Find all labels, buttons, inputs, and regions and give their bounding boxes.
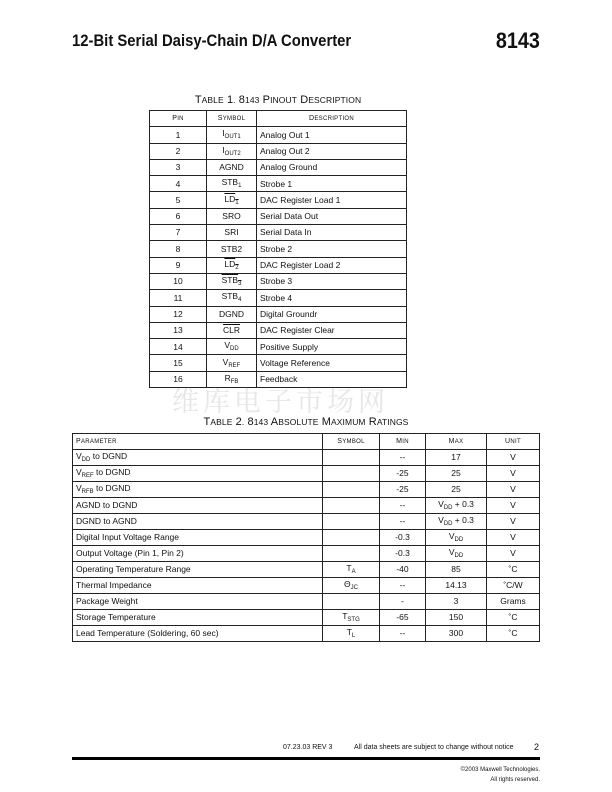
symbol-subscript: 1 [238, 183, 242, 190]
symbol [323, 594, 380, 610]
small-caps: ABLE [201, 95, 224, 105]
pin-number: 3 [150, 159, 207, 175]
table-row [150, 306, 407, 322]
min-value: -40 [380, 562, 426, 578]
max-base: V [438, 499, 444, 509]
pin-description: Strobe 2 [257, 241, 407, 257]
initial-letter: S [217, 115, 223, 123]
pin-symbol [207, 241, 257, 257]
small-caps: ESCRIPTION [308, 95, 362, 105]
initial-letter: 1 [226, 94, 234, 106]
unit: V [487, 498, 540, 514]
symbol-base: T [342, 611, 348, 621]
footer-rule [72, 757, 540, 760]
symbol-subscript: A [351, 569, 356, 575]
symbol-subscript: 3 [238, 281, 242, 288]
symbol-base: V [224, 340, 230, 351]
table-row [73, 626, 540, 642]
table-row [73, 562, 540, 578]
parameter [73, 498, 323, 514]
pinout-table [149, 110, 407, 388]
symbol-base: AGND [219, 162, 244, 173]
unit: ˚C [487, 626, 540, 642]
max-value [426, 626, 487, 642]
symbol [323, 562, 380, 578]
parameter-text: Package Weight [76, 596, 138, 607]
table-row [73, 514, 540, 530]
initial-letter: A [270, 416, 279, 428]
table-row [150, 192, 407, 208]
table-row [150, 322, 407, 338]
table-row [150, 257, 407, 273]
pin-number: 13 [150, 322, 207, 338]
parameter [73, 626, 323, 642]
header-symbol [207, 111, 257, 127]
pin-number: 16 [150, 371, 207, 387]
unit: V [487, 466, 540, 482]
symbol-subscript: FB [230, 378, 239, 385]
unit: V [487, 450, 540, 466]
min-value: -- [380, 626, 426, 642]
max-value [426, 610, 487, 626]
table-row [150, 273, 407, 289]
pin-description: Strobe 1 [257, 176, 407, 192]
max-value [426, 450, 487, 466]
initial-letter: U [505, 438, 511, 445]
max-base: 85 [451, 564, 461, 575]
symbol-subscript: OUT1 [224, 134, 241, 141]
notice: All data sheets are subject to change without notice [354, 744, 514, 751]
pin-symbol [207, 159, 257, 175]
symbol-base: R [224, 372, 231, 383]
pin-number: 1 [150, 127, 207, 143]
unit: V [487, 514, 540, 530]
pin-number: 7 [150, 225, 207, 241]
initial-letter: P [262, 94, 271, 106]
table-row [73, 610, 540, 626]
initial-letter: D [308, 115, 315, 123]
header-min [380, 434, 426, 450]
parameter-text: Thermal Impedance [76, 580, 152, 591]
min-value: - [380, 594, 426, 610]
small-caps: . [233, 95, 236, 105]
header-max [426, 434, 487, 450]
table-row [73, 578, 540, 594]
max-base: V [448, 547, 455, 557]
pin-description: Feedback [257, 371, 407, 387]
max-base: 17 [451, 452, 461, 463]
table-row [150, 241, 407, 257]
pin-symbol [207, 208, 257, 224]
min-value: -65 [380, 610, 426, 626]
small-caps: INOUT [270, 95, 298, 105]
symbol-subscript: STG [347, 617, 360, 623]
initial-letter: 8 [247, 416, 254, 428]
unit: V [487, 530, 540, 546]
part-number: 8143 [495, 28, 540, 53]
unit: ˚C/W [487, 578, 540, 594]
small-caps: ATINGS [376, 417, 409, 427]
symbol-subscript: 4 [238, 297, 242, 304]
pin-symbol [207, 192, 257, 208]
table-row [150, 225, 407, 241]
document-title: 12-Bit Serial Daisy-Chain D/A Converter [72, 32, 352, 50]
symbol-base: STB [221, 291, 239, 302]
max-subscript: DD [454, 553, 464, 559]
revision: 07.23.03 REV 3 [283, 744, 333, 751]
symbol [323, 610, 380, 626]
max-value [426, 466, 487, 482]
symbol-subscript: DD [230, 346, 239, 353]
table-row [150, 208, 407, 224]
table-row [150, 176, 407, 192]
symbol-subscript: L [351, 633, 356, 639]
parameter-rest: to DGND [90, 451, 128, 461]
header-pin [150, 111, 207, 127]
min-value: -- [380, 450, 426, 466]
max-subscript: DD [443, 521, 453, 527]
max-value [426, 530, 487, 546]
parameter-subscript: DD [81, 457, 91, 463]
symbol-base: STB [221, 177, 239, 188]
pin-number: 14 [150, 339, 207, 355]
symbol [323, 546, 380, 562]
unit: V [487, 482, 540, 498]
pin-description: Strobe 3 [257, 273, 407, 289]
initial-letter: M [448, 438, 455, 445]
pin-symbol [207, 127, 257, 143]
parameter-subscript: REF [81, 473, 94, 479]
symbol-base: DGND [218, 308, 245, 319]
max-value [426, 594, 487, 610]
initial-letter: D [300, 94, 309, 106]
max-base: 300 [448, 628, 464, 639]
symbol-base: $\overline{LD}$ [224, 258, 236, 269]
pin-description: Serial Data In [257, 225, 407, 241]
pin-symbol [207, 290, 257, 306]
small-caps: . [241, 417, 245, 427]
symbol-subscript: 1 [235, 199, 239, 206]
pin-number: 5 [150, 192, 207, 208]
min-value: -- [380, 498, 426, 514]
max-value [426, 546, 487, 562]
pin-description: Analog Out 1 [257, 127, 407, 143]
symbol-base: V [222, 356, 229, 367]
pin-description: Digital Groundr [257, 306, 407, 322]
pin-symbol [207, 339, 257, 355]
unit: V [487, 546, 540, 562]
max-base: 14.13 [445, 580, 467, 591]
small-caps: AX [454, 439, 464, 445]
small-caps: YMBOL [342, 439, 365, 445]
small-caps: NIT [510, 439, 521, 445]
pin-number: 10 [150, 273, 207, 289]
unit: ˚C [487, 610, 540, 626]
table-row [73, 530, 540, 546]
caption-rest [263, 94, 362, 106]
small-caps: 143 [245, 95, 260, 105]
parameter-rest: to DGND [93, 483, 131, 493]
caption-prefix [204, 416, 269, 428]
header-symbol [323, 434, 380, 450]
parameter [73, 482, 323, 498]
parameter [73, 578, 323, 594]
pin-description: Analog Ground [257, 159, 407, 175]
pin-symbol [207, 143, 257, 159]
pin-number: 11 [150, 290, 207, 306]
max-base: V [448, 531, 455, 541]
pin-number: 8 [150, 241, 207, 257]
small-caps: IN [402, 439, 409, 445]
symbol-subscript: OUT2 [224, 150, 241, 157]
header-description [257, 111, 407, 127]
max-value [426, 514, 487, 530]
symbol [323, 530, 380, 546]
initial-letter: P [76, 438, 81, 445]
initial-letter: 2 [235, 416, 242, 428]
table2-caption [72, 416, 540, 428]
header-unit [487, 434, 540, 450]
max-value [426, 498, 487, 514]
parameter-text: Operating Temperature Range [76, 564, 191, 575]
pin-description: DAC Register Load 2 [257, 257, 407, 273]
parameter-text: Digital Input Voltage Range [76, 532, 180, 543]
pin-symbol [207, 176, 257, 192]
page-number: 2 [534, 742, 540, 752]
min-value: -25 [380, 482, 426, 498]
pin-description: DAC Register Load 1 [257, 192, 407, 208]
symbol-base: STB2 [220, 243, 243, 254]
pin-description: Strobe 4 [257, 290, 407, 306]
parameter-text: V [76, 483, 82, 493]
pin-symbol [207, 257, 257, 273]
parameter [73, 610, 323, 626]
table-row [73, 466, 540, 482]
symbol-base: $\overline{STB}$ [221, 275, 239, 286]
symbol-base: I [222, 144, 225, 155]
symbol-base: SRI [224, 227, 239, 238]
min-value: -- [380, 578, 426, 594]
pin-symbol [207, 322, 257, 338]
max-rest: + 0.3 [452, 499, 474, 509]
parameter [73, 530, 323, 546]
parameter [73, 562, 323, 578]
symbol-base: T [346, 563, 352, 573]
pin-description: DAC Register Clear [257, 322, 407, 338]
max-base: 25 [451, 468, 461, 479]
parameter-text: DGND to AGND [76, 516, 137, 527]
pin-number: 9 [150, 257, 207, 273]
parameter [73, 594, 323, 610]
pin-description: Positive Supply [257, 339, 407, 355]
parameter-text: V [76, 451, 82, 461]
pin-symbol [207, 273, 257, 289]
pin-description: Voltage Reference [257, 355, 407, 371]
symbol-subscript: JC [350, 585, 358, 591]
symbol [323, 482, 380, 498]
pin-description: Serial Data Out [257, 208, 407, 224]
max-base: 3 [453, 596, 459, 607]
unit: ˚C [487, 562, 540, 578]
parameter [73, 514, 323, 530]
small-caps: IN [177, 116, 184, 123]
max-subscript: DD [443, 505, 453, 511]
unit: Grams [487, 594, 540, 610]
min-value: -0.3 [380, 530, 426, 546]
symbol-base: $\overline{CLR}$ [222, 325, 240, 336]
max-base: 150 [448, 612, 464, 623]
parameter-text: Lead Temperature (Soldering, 60 sec) [76, 628, 219, 639]
table-row [73, 498, 540, 514]
max-rest: + 0.3 [452, 515, 474, 525]
parameter-subscript: RFB [81, 489, 94, 495]
pin-description: Analog Out 2 [257, 143, 407, 159]
max-value [426, 578, 487, 594]
symbol [323, 578, 380, 594]
initial-letter: R [368, 416, 377, 428]
small-caps: ARAMETER [80, 439, 117, 445]
symbol [323, 466, 380, 482]
table-row [150, 143, 407, 159]
table1-caption [149, 94, 407, 106]
symbol [323, 450, 380, 466]
small-caps: ESCRIPTION [314, 116, 355, 123]
small-caps: ABLE [210, 417, 233, 427]
absolute-max-ratings-table [72, 433, 540, 642]
watermark: 维库电子市场网 [172, 387, 389, 418]
min-value: -- [380, 514, 426, 530]
table-row [73, 594, 540, 610]
symbol [323, 626, 380, 642]
symbol [323, 514, 380, 530]
max-value [426, 482, 487, 498]
parameter-text: V [76, 467, 82, 477]
symbol-base: I [222, 128, 225, 139]
caption-prefix [195, 94, 260, 106]
table-row [150, 290, 407, 306]
parameter [73, 466, 323, 482]
max-value [426, 562, 487, 578]
symbol-base: T [346, 627, 352, 637]
pin-number: 2 [150, 143, 207, 159]
initial-letter: T [203, 416, 211, 428]
initial-letter: M [321, 416, 332, 428]
initial-letter: T [194, 94, 202, 106]
pin-symbol [207, 225, 257, 241]
table-row [150, 159, 407, 175]
min-value: -0.3 [380, 546, 426, 562]
symbol [323, 498, 380, 514]
symbol-subscript: REF [228, 362, 241, 369]
pin-number: 6 [150, 208, 207, 224]
min-value: -25 [380, 466, 426, 482]
parameter-text: Storage Temperature [76, 612, 156, 623]
small-caps: YMBOL [222, 116, 246, 123]
parameter [73, 546, 323, 562]
pin-number: 4 [150, 176, 207, 192]
pin-symbol [207, 355, 257, 371]
parameter-text: AGND to DGND [76, 500, 138, 511]
max-base: 25 [451, 484, 461, 495]
rights: All rights reserved. [490, 777, 540, 783]
symbol-base: Θ [344, 579, 351, 589]
parameter-rest: to DGND [93, 467, 131, 477]
initial-letter: M [396, 438, 403, 445]
header-parameter [73, 434, 323, 450]
initial-letter: S [337, 438, 343, 445]
table-row [73, 546, 540, 562]
small-caps: 143 [253, 417, 269, 427]
symbol-base: $\overline{LD}$ [224, 193, 236, 204]
parameter-text: Output Voltage (Pin 1, Pin 2) [76, 548, 184, 559]
initial-letter: 8 [238, 94, 245, 106]
table-row [150, 339, 407, 355]
caption-rest [271, 416, 409, 428]
table-row [150, 355, 407, 371]
small-caps: AXIMUM [331, 417, 366, 427]
pin-symbol [207, 306, 257, 322]
small-caps: BSOLUTE [278, 417, 319, 427]
table-row [73, 450, 540, 466]
symbol-base: SRO [222, 211, 241, 222]
max-subscript: DD [454, 537, 464, 543]
pin-number: 15 [150, 355, 207, 371]
parameter [73, 450, 323, 466]
max-base: V [438, 515, 444, 525]
copyright: ©2003 Maxwell Technologies. [460, 767, 540, 773]
pin-number: 12 [150, 306, 207, 322]
symbol-subscript: 2 [235, 264, 239, 271]
initial-letter: P [172, 115, 178, 123]
table-row [73, 482, 540, 498]
table-row [150, 127, 407, 143]
